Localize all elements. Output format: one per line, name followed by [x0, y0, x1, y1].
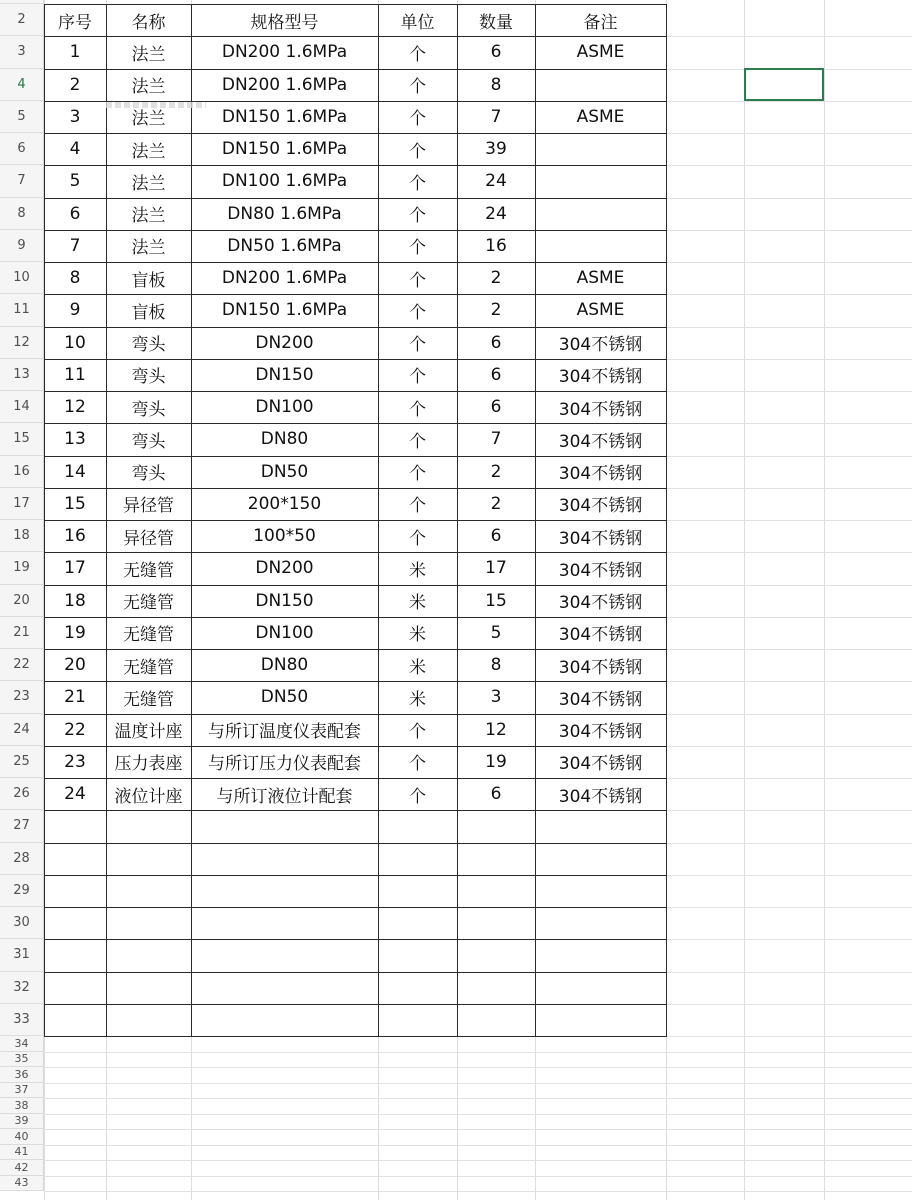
row-header[interactable]: 8 [0, 198, 44, 230]
active-cell-selection[interactable] [744, 68, 824, 101]
table-border-h [44, 133, 667, 134]
row-header[interactable]: 10 [0, 262, 44, 294]
row-header[interactable]: 32 [0, 972, 44, 1004]
table-cell[interactable]: DN80 1.6MPa [227, 203, 342, 224]
row-header[interactable]: 2 [0, 4, 44, 36]
row-header[interactable]: 23 [0, 681, 44, 713]
table-border-h [44, 488, 667, 489]
table-cell[interactable]: 个 [409, 206, 426, 227]
table-cell[interactable]: 18 [64, 590, 86, 611]
table-border-h [44, 520, 667, 521]
table-cell[interactable]: 米 [409, 689, 426, 710]
row-header[interactable]: 22 [0, 649, 44, 681]
table-cell[interactable]: DN150 [255, 590, 314, 611]
table-cell[interactable]: 无缝管 [123, 625, 174, 646]
table-border-h [44, 939, 667, 940]
table-cell[interactable]: 20 [64, 655, 86, 676]
table-cell[interactable]: 法兰 [131, 141, 166, 162]
table-cell[interactable]: 9 [69, 300, 81, 321]
table-cell[interactable]: 12 [485, 719, 507, 740]
table-cell[interactable]: 6 [490, 332, 502, 353]
table-cell[interactable]: 304不锈钢 [558, 786, 643, 807]
table-cell[interactable]: 304不锈钢 [558, 464, 643, 485]
table-cell[interactable]: 异径管 [123, 496, 174, 517]
table-cell[interactable]: 17 [485, 558, 507, 579]
row-header[interactable]: 34 [0, 1036, 44, 1052]
table-cell[interactable]: 米 [409, 625, 426, 646]
table-border-h [44, 69, 667, 70]
table-cell[interactable]: 15 [485, 590, 507, 611]
table-cell[interactable]: 304不锈钢 [558, 496, 643, 517]
row-header[interactable]: 20 [0, 585, 44, 617]
table-border-h [44, 456, 667, 457]
grid-row-line [44, 1052, 912, 1053]
table-cell[interactable]: 与所订液位计配套 [216, 786, 353, 807]
table-border-h [44, 778, 667, 779]
table-cell[interactable]: 6 [69, 203, 81, 224]
row-header[interactable]: 3 [0, 36, 44, 68]
table-cell[interactable]: 异径管 [123, 528, 174, 549]
table-border-h [44, 907, 667, 908]
table-border-h [44, 585, 667, 586]
table-cell[interactable] [535, 133, 666, 165]
table-cell[interactable]: DN80 [260, 655, 309, 676]
table-border-h [44, 875, 667, 876]
grid-row-line [44, 1067, 912, 1068]
table-cell[interactable]: DN100 1.6MPa [221, 171, 348, 192]
table-cell[interactable]: 21 [64, 687, 86, 708]
table-cell[interactable]: 304不锈钢 [558, 722, 643, 743]
table-cell[interactable]: ASME [576, 42, 625, 63]
table-border-h [44, 810, 667, 811]
column-header-cell[interactable]: 序号 [58, 12, 92, 33]
table-cell[interactable]: DN100 [255, 397, 314, 418]
table-cell[interactable]: 与所订压力仪表配套 [208, 754, 361, 775]
table-cell[interactable]: 304不锈钢 [558, 689, 643, 710]
table-border-h [44, 843, 667, 844]
table-cell[interactable]: 304不锈钢 [558, 335, 643, 356]
table-cell[interactable]: 17 [64, 558, 86, 579]
table-border-h [44, 714, 667, 715]
row-header[interactable]: 25 [0, 746, 44, 778]
table-border-v [535, 4, 536, 1037]
table-border-v [457, 4, 458, 1037]
table-cell[interactable]: 10 [64, 332, 86, 353]
table-border-h [44, 36, 667, 37]
table-cell[interactable]: 弯头 [131, 399, 166, 420]
row-header[interactable]: 24 [0, 714, 44, 746]
table-cell[interactable]: 304不锈钢 [558, 625, 643, 646]
table-cell[interactable]: 6 [490, 397, 502, 418]
table-cell[interactable]: 304不锈钢 [558, 657, 643, 678]
row-header[interactable]: 41 [0, 1145, 44, 1161]
table-cell[interactable]: DN150 1.6MPa [221, 139, 348, 160]
table-cell[interactable]: 8 [69, 268, 81, 289]
table-cell[interactable]: 6 [490, 526, 502, 547]
table-border-h [44, 294, 667, 295]
row-header[interactable]: 35 [0, 1052, 44, 1068]
grid-row-line [44, 1160, 912, 1161]
table-cell[interactable]: 温度计座 [114, 722, 183, 743]
row-header[interactable]: 14 [0, 391, 44, 423]
table-border-h [44, 649, 667, 650]
row-header[interactable]: 36 [0, 1067, 44, 1083]
table-border-h [44, 552, 667, 553]
table-cell[interactable]: 12 [64, 397, 86, 418]
table-border-h [44, 262, 667, 263]
table-cell[interactable]: 个 [409, 141, 426, 162]
table-cell[interactable]: 法兰 [131, 238, 166, 259]
column-header-cell[interactable]: 规格型号 [250, 12, 319, 33]
table-cell[interactable]: 7 [490, 429, 502, 450]
table-cell[interactable]: 304不锈钢 [558, 560, 643, 581]
row-header[interactable]: 26 [0, 778, 44, 810]
grid-row-line [44, 1145, 912, 1146]
table-cell[interactable]: 法兰 [131, 173, 166, 194]
table-cell[interactable]: 304不锈钢 [558, 754, 643, 775]
grid-row-line [44, 1191, 912, 1192]
table-cell[interactable]: 6 [490, 42, 502, 63]
grid-row-line [44, 1114, 912, 1115]
table-cell[interactable] [535, 230, 666, 262]
table-cell[interactable]: 200*150 [247, 493, 322, 514]
row-header[interactable]: 7 [0, 165, 44, 197]
table-cell[interactable]: 无缝管 [123, 689, 174, 710]
table-cell[interactable]: 盲板 [131, 302, 166, 323]
row-header[interactable]: 17 [0, 488, 44, 520]
table-border-h [44, 1036, 667, 1037]
row-header[interactable]: 38 [0, 1098, 44, 1114]
table-cell[interactable]: 无缝管 [123, 593, 174, 614]
row-header[interactable]: 40 [0, 1129, 44, 1145]
table-cell[interactable]: 与所订温度仪表配套 [208, 722, 361, 743]
row-header[interactable]: 33 [0, 1004, 44, 1036]
table-cell[interactable]: 法兰 [131, 109, 166, 130]
table-border-v [44, 4, 45, 1037]
table-border-h [44, 198, 667, 199]
table-cell[interactable]: 2 [69, 74, 81, 95]
table-border-v [666, 4, 667, 1037]
row-header[interactable]: 30 [0, 907, 44, 939]
row-header[interactable]: 15 [0, 423, 44, 455]
table-border-h [44, 617, 667, 618]
table-border-v [191, 4, 192, 1037]
table-cell[interactable] [535, 165, 666, 197]
row-header[interactable]: 42 [0, 1160, 44, 1176]
table-cell[interactable]: ASME [576, 268, 625, 289]
row-header[interactable]: 12 [0, 327, 44, 359]
table-border-h [44, 359, 667, 360]
table-cell[interactable]: 2 [490, 268, 502, 289]
row-header[interactable]: 43 [0, 1176, 44, 1192]
column-header-cell[interactable]: 名称 [131, 12, 166, 33]
row-header[interactable]: 4 [0, 69, 44, 101]
table-cell[interactable]: 个 [409, 367, 426, 388]
table-cell[interactable]: 39 [485, 139, 507, 160]
table-cell[interactable]: 个 [409, 335, 426, 356]
table-cell[interactable]: 24 [485, 203, 507, 224]
table-cell[interactable]: DN150 [255, 364, 314, 385]
table-cell[interactable]: 个 [409, 786, 426, 807]
table-cell[interactable]: 弯头 [131, 335, 166, 356]
table-border-h [44, 165, 667, 166]
row-header[interactable]: 13 [0, 359, 44, 391]
table-cell[interactable]: DN50 1.6MPa [227, 235, 342, 256]
table-cell[interactable]: 5 [490, 622, 502, 643]
table-cell[interactable]: DN200 [255, 332, 314, 353]
grid-row-line [44, 1083, 912, 1084]
row-header[interactable]: 39 [0, 1114, 44, 1130]
table-cell[interactable]: DN200 1.6MPa [221, 74, 348, 95]
table-cell[interactable]: 米 [409, 657, 426, 678]
table-cell[interactable]: 米 [409, 593, 426, 614]
table-cell[interactable]: DN200 1.6MPa [221, 42, 348, 63]
table-cell[interactable]: 19 [64, 622, 86, 643]
table-border-h [44, 391, 667, 392]
table-cell[interactable]: DN50 [260, 461, 309, 482]
table-cell[interactable]: 6 [490, 364, 502, 385]
table-cell[interactable]: 15 [64, 493, 86, 514]
table-border-h [44, 972, 667, 973]
table-cell[interactable]: 23 [64, 751, 86, 772]
table-cell[interactable]: DN100 [255, 622, 314, 643]
table-cell[interactable]: 24 [485, 171, 507, 192]
table-border-h [44, 746, 667, 747]
row-header[interactable]: 16 [0, 456, 44, 488]
row-header[interactable]: 6 [0, 133, 44, 165]
table-cell[interactable]: 304不锈钢 [558, 431, 643, 452]
table-border-h [44, 4, 667, 5]
table-cell[interactable]: 2 [490, 300, 502, 321]
table-cell[interactable]: 304不锈钢 [558, 528, 643, 549]
table-cell[interactable]: 14 [64, 461, 86, 482]
table-cell[interactable]: 4 [69, 139, 81, 160]
table-cell[interactable]: 个 [409, 754, 426, 775]
table-cell[interactable]: 304不锈钢 [558, 367, 643, 388]
table-cell[interactable]: 个 [409, 496, 426, 517]
table-cell[interactable]: 弯头 [131, 431, 166, 452]
grid-column-line [824, 0, 825, 1200]
table-cell[interactable]: 弯头 [131, 464, 166, 485]
table-border-h [44, 327, 667, 328]
table-cell[interactable] [535, 198, 666, 230]
grid-column-line [744, 0, 745, 1200]
screenshot-artifact [106, 102, 206, 108]
table-cell[interactable]: 11 [64, 364, 86, 385]
table-cell[interactable]: 个 [409, 44, 426, 65]
table-cell[interactable]: 液位计座 [114, 786, 183, 807]
table-cell[interactable]: 19 [485, 751, 507, 772]
table-cell[interactable]: DN150 1.6MPa [221, 300, 348, 321]
table-cell[interactable]: 3 [490, 687, 502, 708]
row-header[interactable]: 31 [0, 939, 44, 971]
table-cell[interactable]: 13 [64, 429, 86, 450]
table-cell[interactable] [535, 69, 666, 101]
table-cell[interactable]: 个 [409, 173, 426, 194]
row-header[interactable]: 9 [0, 230, 44, 262]
row-header[interactable]: 37 [0, 1083, 44, 1099]
table-cell[interactable]: 6 [490, 784, 502, 805]
table-cell[interactable]: 5 [69, 171, 81, 192]
row-header[interactable]: 19 [0, 552, 44, 584]
table-cell[interactable]: 法兰 [131, 44, 166, 65]
table-cell[interactable]: 个 [409, 77, 426, 98]
table-cell[interactable]: ASME [576, 106, 625, 127]
table-border-h [44, 681, 667, 682]
table-cell[interactable]: 24 [64, 784, 86, 805]
table-cell[interactable]: 个 [409, 464, 426, 485]
table-cell[interactable]: 个 [409, 431, 426, 452]
row-header[interactable]: 5 [0, 101, 44, 133]
table-cell[interactable]: 2 [490, 493, 502, 514]
table-border-h [44, 423, 667, 424]
grid-row-line [44, 1129, 912, 1130]
row-header[interactable]: 21 [0, 617, 44, 649]
table-cell[interactable]: 1 [69, 42, 81, 63]
table-cell[interactable]: 16 [485, 235, 507, 256]
table-cell[interactable]: 盲板 [131, 270, 166, 291]
table-cell[interactable]: DN200 1.6MPa [221, 268, 348, 289]
table-cell[interactable]: 2 [490, 461, 502, 482]
table-cell[interactable]: 304不锈钢 [558, 593, 643, 614]
table-cell[interactable]: 压力表座 [114, 754, 183, 775]
table-cell[interactable]: 个 [409, 722, 426, 743]
row-header[interactable]: 29 [0, 875, 44, 907]
table-cell[interactable]: 22 [64, 719, 86, 740]
table-cell[interactable]: 100*50 [253, 526, 316, 547]
table-cell[interactable]: 个 [409, 302, 426, 323]
table-border-v [378, 4, 379, 1037]
table-cell[interactable]: 无缝管 [123, 657, 174, 678]
table-cell[interactable]: 8 [490, 74, 502, 95]
row-header[interactable]: 27 [0, 810, 44, 842]
table-cell[interactable]: DN150 1.6MPa [221, 106, 348, 127]
table-cell[interactable]: 7 [69, 235, 81, 256]
table-cell[interactable]: DN80 [260, 429, 309, 450]
table-cell[interactable]: DN50 [260, 687, 309, 708]
table-cell[interactable]: 法兰 [131, 206, 166, 227]
table-border-h [44, 1004, 667, 1005]
table-cell[interactable]: 米 [409, 560, 426, 581]
table-cell[interactable]: DN200 [255, 558, 314, 579]
grid-row-line [44, 1176, 912, 1177]
table-cell[interactable]: 8 [490, 655, 502, 676]
table-cell[interactable]: 个 [409, 399, 426, 420]
table-cell[interactable]: 304不锈钢 [558, 399, 643, 420]
table-cell[interactable]: 法兰 [131, 77, 166, 98]
table-cell[interactable]: 弯头 [131, 367, 166, 388]
column-header-cell[interactable]: 备注 [583, 12, 618, 33]
table-cell[interactable]: 3 [69, 106, 81, 127]
table-cell[interactable]: 7 [490, 106, 502, 127]
row-header[interactable]: 28 [0, 843, 44, 875]
table-cell[interactable]: 无缝管 [123, 560, 174, 581]
column-header-cell[interactable]: 单位 [400, 12, 435, 33]
table-cell[interactable]: 个 [409, 270, 426, 291]
table-border-v [106, 4, 107, 1037]
grid-row-line [44, 1098, 912, 1099]
column-header-cell[interactable]: 数量 [479, 12, 513, 33]
row-header[interactable]: 11 [0, 294, 44, 326]
row-header[interactable]: 18 [0, 520, 44, 552]
table-cell[interactable]: 个 [409, 238, 426, 259]
table-border-h [44, 230, 667, 231]
table-cell[interactable]: 个 [409, 109, 426, 130]
table-cell[interactable]: 16 [64, 526, 86, 547]
table-cell[interactable]: 个 [409, 528, 426, 549]
table-cell[interactable]: ASME [576, 300, 625, 321]
